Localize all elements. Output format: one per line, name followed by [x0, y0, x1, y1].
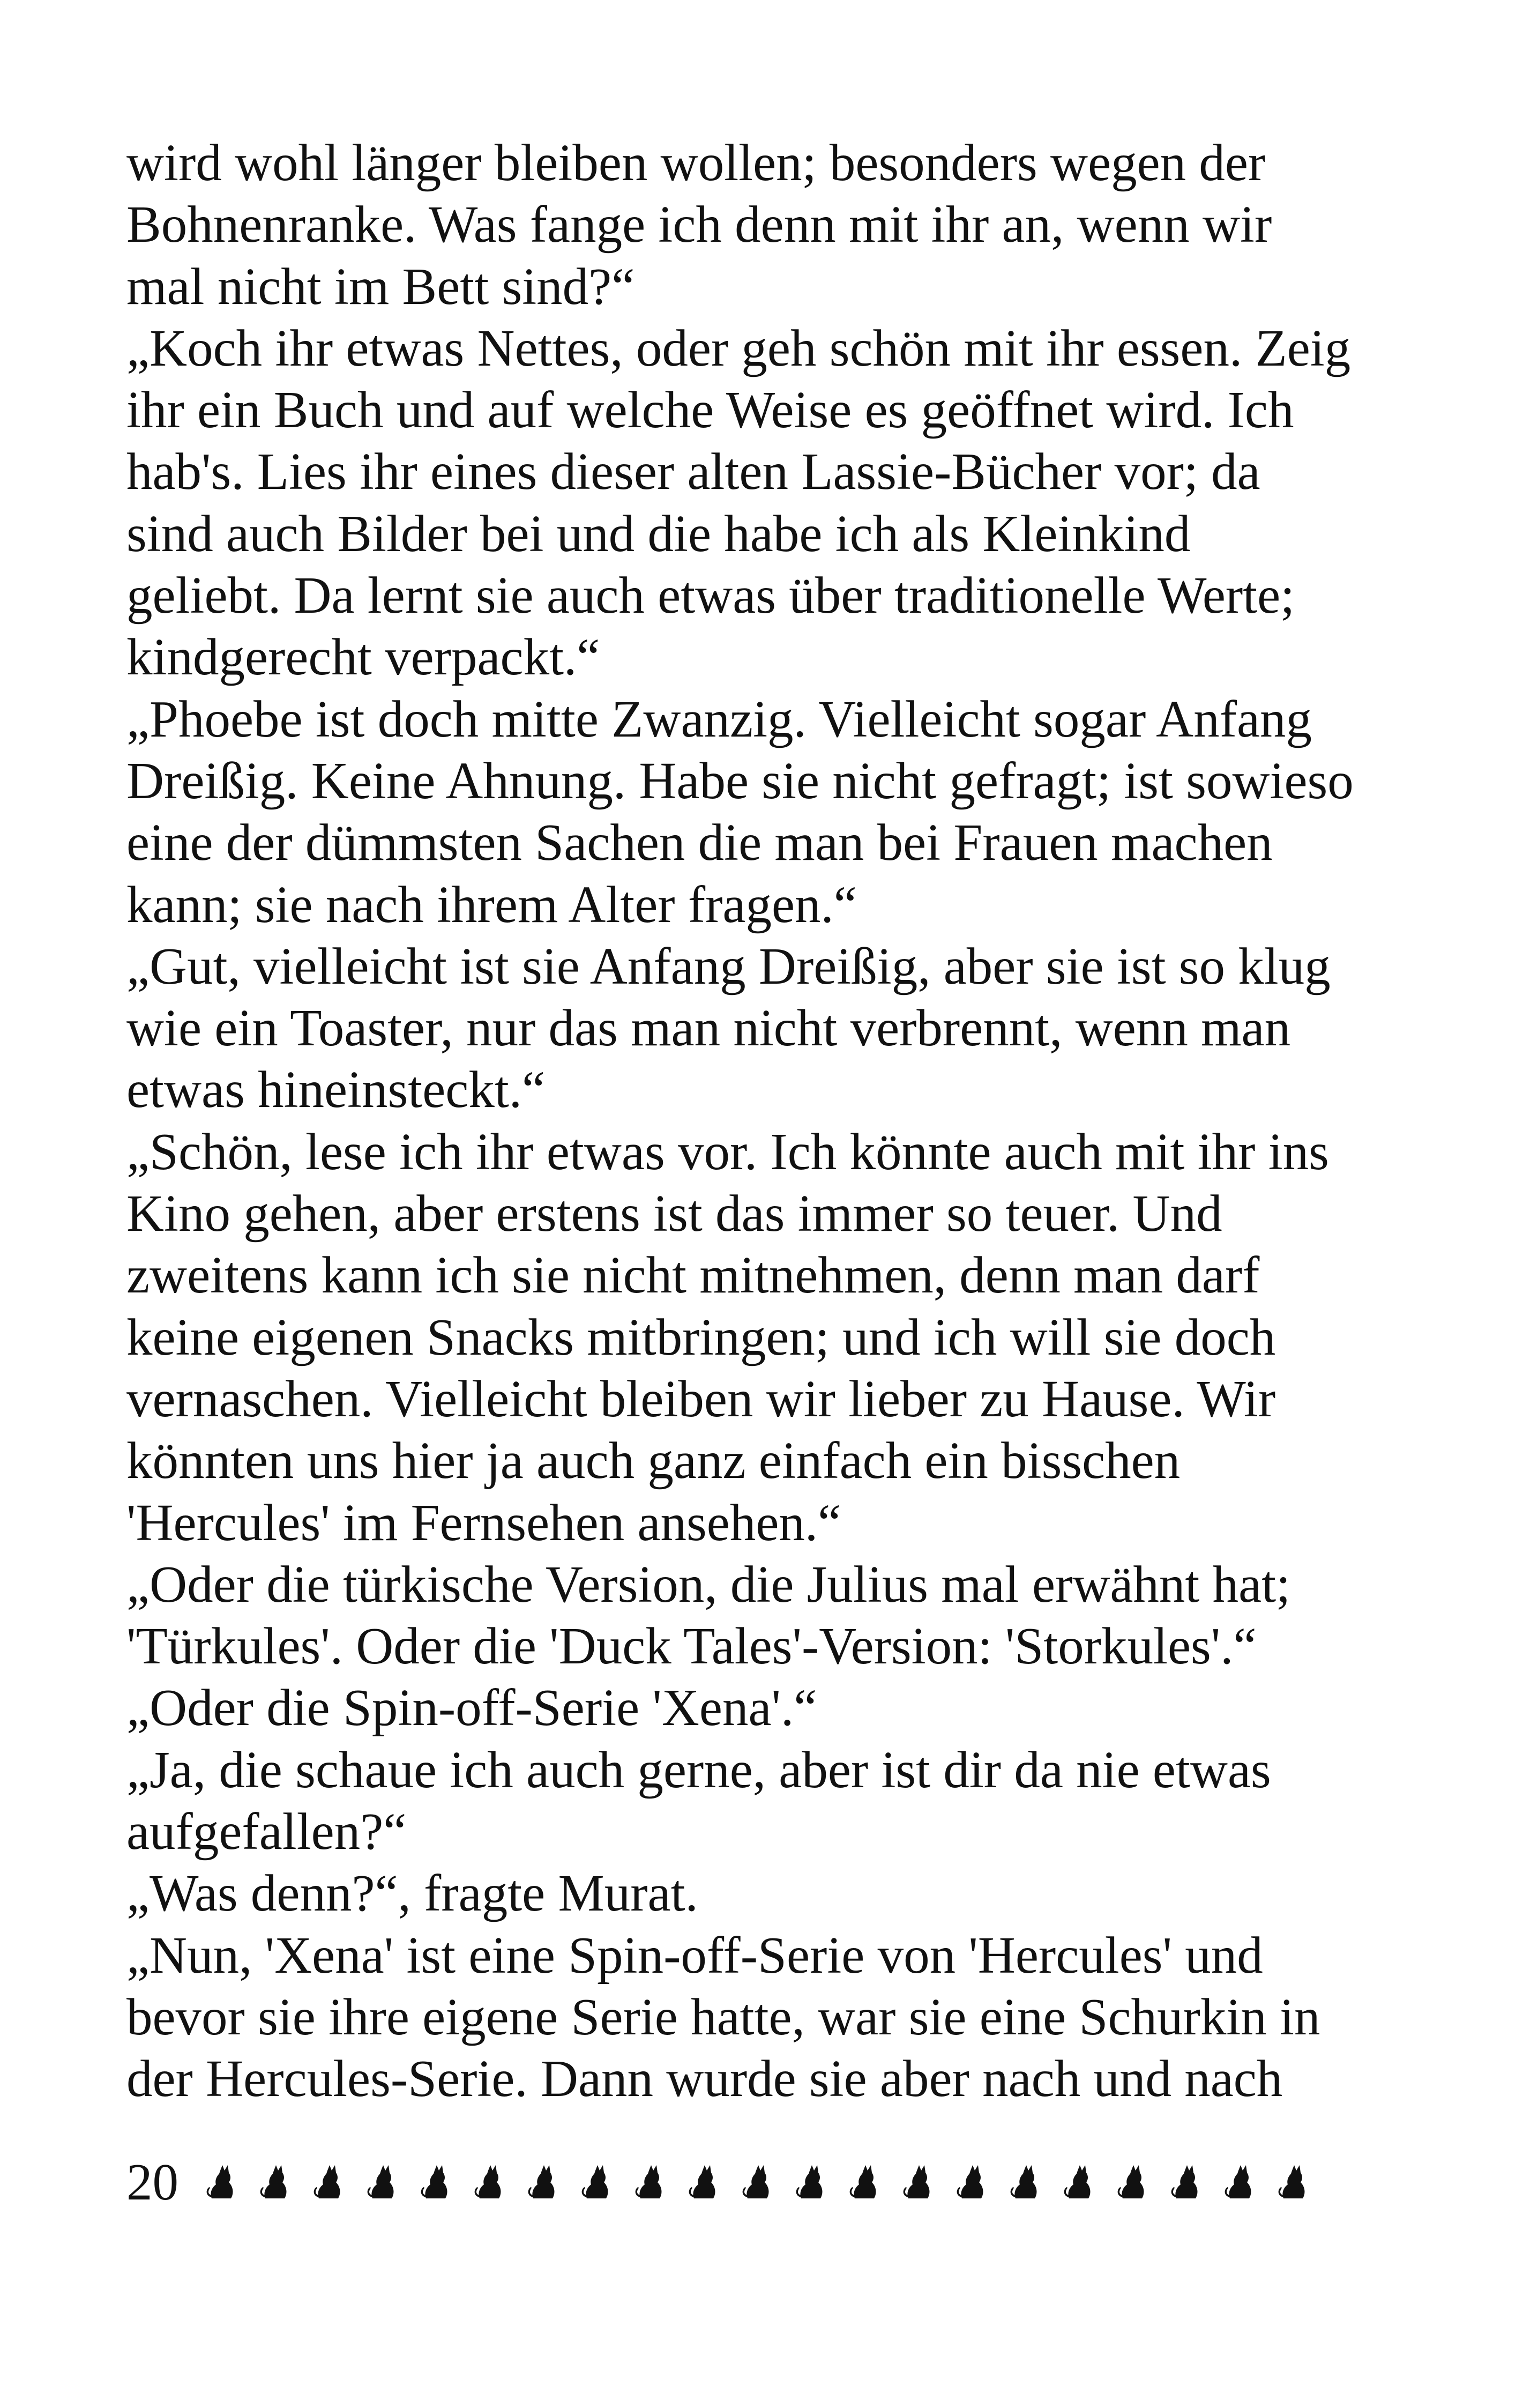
text-line: geliebt. Da lernt sie auch etwas über traditionelle Werte; — [126, 567, 1295, 625]
page-footer — [126, 2150, 1307, 2214]
text-line: wird wohl länger bleiben wollen; besonders wegen der — [126, 134, 1266, 191]
cat-silhouette-icon — [527, 2164, 557, 2199]
text-line: „Gut, vielleicht ist sie Anfang Dreißig, aber sie ist so klug — [126, 937, 1331, 995]
cat-silhouette-icon — [1223, 2164, 1253, 2199]
cat-silhouette-icon — [1170, 2164, 1200, 2199]
cat-silhouette-icon — [312, 2164, 342, 2199]
cat-silhouette-icon — [1009, 2164, 1039, 2199]
text-line: könnten uns hier ja auch ganz einfach ein bisschen — [126, 1432, 1181, 1490]
text-line: wie ein Toaster, nur das man nicht verbrennt, wenn man — [126, 999, 1291, 1057]
cat-silhouette-icon — [473, 2164, 503, 2199]
text-line: 'Türkules'. Oder die 'Duck Tales'-Version: 'Storkules'.“ — [126, 1617, 1257, 1675]
text-line: kann; sie nach ihrem Alter fragen.“ — [126, 875, 857, 933]
text-line: der Hercules-Serie. Dann wurde sie aber nach und nach — [126, 2050, 1283, 2108]
cat-silhouette-icon — [902, 2164, 932, 2199]
text-line: kindgerecht verpackt.“ — [126, 628, 600, 686]
cat-silhouette-icon — [1277, 2164, 1307, 2199]
ornament-row — [205, 2164, 1307, 2199]
text-line: keine eigenen Snacks mitbringen; und ich will sie doch — [126, 1308, 1276, 1366]
text-line: Bohnenranke. Was fange ich denn mit ihr an, wenn wir — [126, 196, 1272, 254]
page-number: 20 — [126, 2153, 178, 2211]
cat-silhouette-icon — [205, 2164, 235, 2199]
text-line: hab's. Lies ihr eines dieser alten Lassie-Bücher vor; da — [126, 443, 1260, 501]
text-line: aufgefallen?“ — [126, 1803, 407, 1861]
text-line: „Ja, die schaue ich auch gerne, aber ist dir da nie etwas — [126, 1741, 1271, 1798]
text-line: sind auch Bilder bei und die habe ich als Kleinkind — [126, 504, 1191, 562]
text-line: 'Hercules' im Fernsehen ansehen.“ — [126, 1493, 841, 1551]
text-line: vernaschen. Vielleicht bleiben wir lieber zu Hause. Wir — [126, 1370, 1276, 1428]
text-line: mal nicht im Bett sind?“ — [126, 257, 635, 315]
cat-silhouette-icon — [795, 2164, 825, 2199]
text-line: etwas hineinsteckt.“ — [126, 1061, 546, 1119]
text-line: „Oder die türkische Version, die Julius mal erwähnt hat; — [126, 1555, 1291, 1613]
text-line: zweitens kann ich sie nicht mitnehmen, denn man darf — [126, 1246, 1260, 1304]
cat-silhouette-icon — [955, 2164, 986, 2199]
cat-silhouette-icon — [420, 2164, 450, 2199]
text-line: bevor sie ihre eigene Serie hatte, war sie eine Schurkin in — [126, 1988, 1320, 2046]
text-line: Kino gehen, aber erstens ist das immer so teuer. Und — [126, 1185, 1222, 1243]
text-line: eine der dümmsten Sachen die man bei Frauen machen — [126, 814, 1273, 872]
cat-silhouette-icon — [580, 2164, 610, 2199]
cat-silhouette-icon — [741, 2164, 771, 2199]
cat-silhouette-icon — [1116, 2164, 1146, 2199]
text-line: „Oder die Spin-off-Serie 'Xena'.“ — [126, 1679, 817, 1737]
text-line: Dreißig. Keine Ahnung. Habe sie nicht gefragt; ist sowieso — [126, 752, 1354, 809]
text-line: „Phoebe ist doch mitte Zwanzig. Vielleicht sogar Anfang — [126, 690, 1312, 748]
text-line: „Koch ihr etwas Nettes, oder geh schön mit ihr essen. Zeig — [126, 319, 1351, 377]
cat-silhouette-icon — [366, 2164, 396, 2199]
cat-silhouette-icon — [259, 2164, 289, 2199]
text-line: ihr ein Buch und auf welche Weise es geöffnet wird. Ich — [126, 381, 1294, 439]
cat-silhouette-icon — [634, 2164, 664, 2199]
text-line: „Schön, lese ich ihr etwas vor. Ich könnte auch mit ihr ins — [126, 1123, 1329, 1180]
text-line: „Was denn?“, fragte Murat. — [126, 1864, 698, 1922]
cat-silhouette-icon — [1063, 2164, 1093, 2199]
cat-silhouette-icon — [848, 2164, 878, 2199]
text-line: „Nun, 'Xena' ist eine Spin-off-Serie von 'Hercules' und — [126, 1926, 1263, 1984]
cat-silhouette-icon — [688, 2164, 718, 2199]
body-text — [126, 132, 1423, 2110]
